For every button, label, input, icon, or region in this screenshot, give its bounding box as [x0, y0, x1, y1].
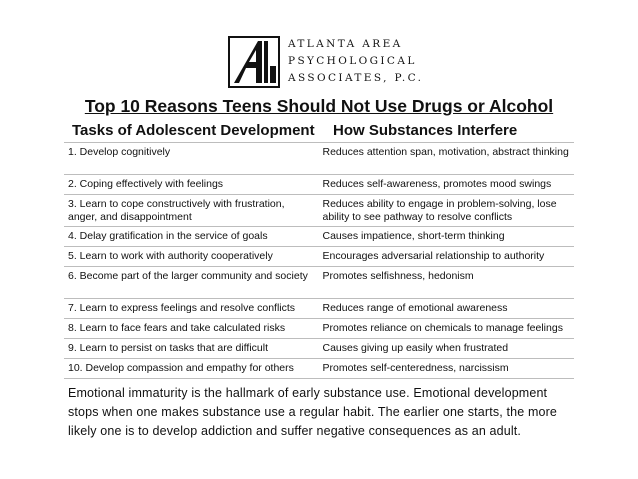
column-header-tasks: Tasks of Adolescent Development: [72, 122, 315, 139]
column-header-interference: How Substances Interfere: [333, 122, 518, 139]
letter-a-monogram-icon: [228, 36, 280, 88]
table-row: [64, 339, 574, 359]
effect-cell: Promotes self-centeredness, narcissism: [318, 359, 574, 379]
effect-cell: Reduces range of emotional awareness: [318, 299, 574, 319]
effect-cell: Reduces self-awareness, promotes mood swings: [318, 175, 574, 195]
table-row: [64, 247, 574, 267]
effect-cell: Causes giving up easily when frustrated: [318, 339, 574, 359]
effect-cell: Reduces attention span, motivation, abstract thinking: [318, 143, 574, 175]
logo-line-3: ASSOCIATES, P.C.: [288, 72, 424, 84]
task-cell: 4. Delay gratification in the service of goals: [64, 227, 318, 247]
effect-cell: Encourages adversarial relationship to authority: [318, 247, 574, 267]
task-cell: 8. Learn to face fears and take calculated risks: [64, 319, 318, 339]
reasons-table: [64, 142, 574, 379]
table-row: [64, 267, 574, 299]
table-row: [64, 195, 574, 227]
summary-paragraph: Emotional immaturity is the hallmark of early substance use. Emotional development stops when one makes substance use a regular habit. The earlier one starts, the more likely one is to develop addiction and suffer negative consequences as an adult.: [68, 386, 558, 438]
task-cell: 10. Develop compassion and empathy for others: [64, 359, 318, 379]
table-row: [64, 359, 574, 379]
table-row: [64, 143, 574, 175]
task-cell: 5. Learn to work with authority cooperatively: [64, 247, 318, 267]
table-row: [64, 175, 574, 195]
effect-cell: Reduces ability to engage in problem-solving, lose ability to see pathway to resolve conflicts: [318, 195, 574, 227]
effect-cell: Causes impatience, short-term thinking: [318, 227, 574, 247]
logo-line-1: ATLANTA AREA: [288, 38, 403, 50]
task-cell: 6. Become part of the larger community and society: [64, 267, 318, 299]
table-row: [64, 227, 574, 247]
page-title: Top 10 Reasons Teens Should Not Use Drugs or Alcohol: [84, 96, 554, 116]
table-row: [64, 319, 574, 339]
task-cell: 9. Learn to persist on tasks that are difficult: [64, 339, 318, 359]
task-cell: 1. Develop cognitively: [64, 143, 318, 175]
task-cell: 3. Learn to cope constructively with frustration, anger, and disappointment: [64, 195, 318, 227]
company-logo: [228, 36, 428, 90]
table-row: [64, 299, 574, 319]
effect-cell: Promotes selfishness, hedonism: [318, 267, 574, 299]
logo-line-2: PSYCHOLOGICAL: [288, 55, 417, 67]
task-cell: 7. Learn to express feelings and resolve conflicts: [64, 299, 318, 319]
effect-cell: Promotes reliance on chemicals to manage feelings: [318, 319, 574, 339]
logo-wordmark: [288, 36, 423, 87]
task-cell: 2. Coping effectively with feelings: [64, 175, 318, 195]
